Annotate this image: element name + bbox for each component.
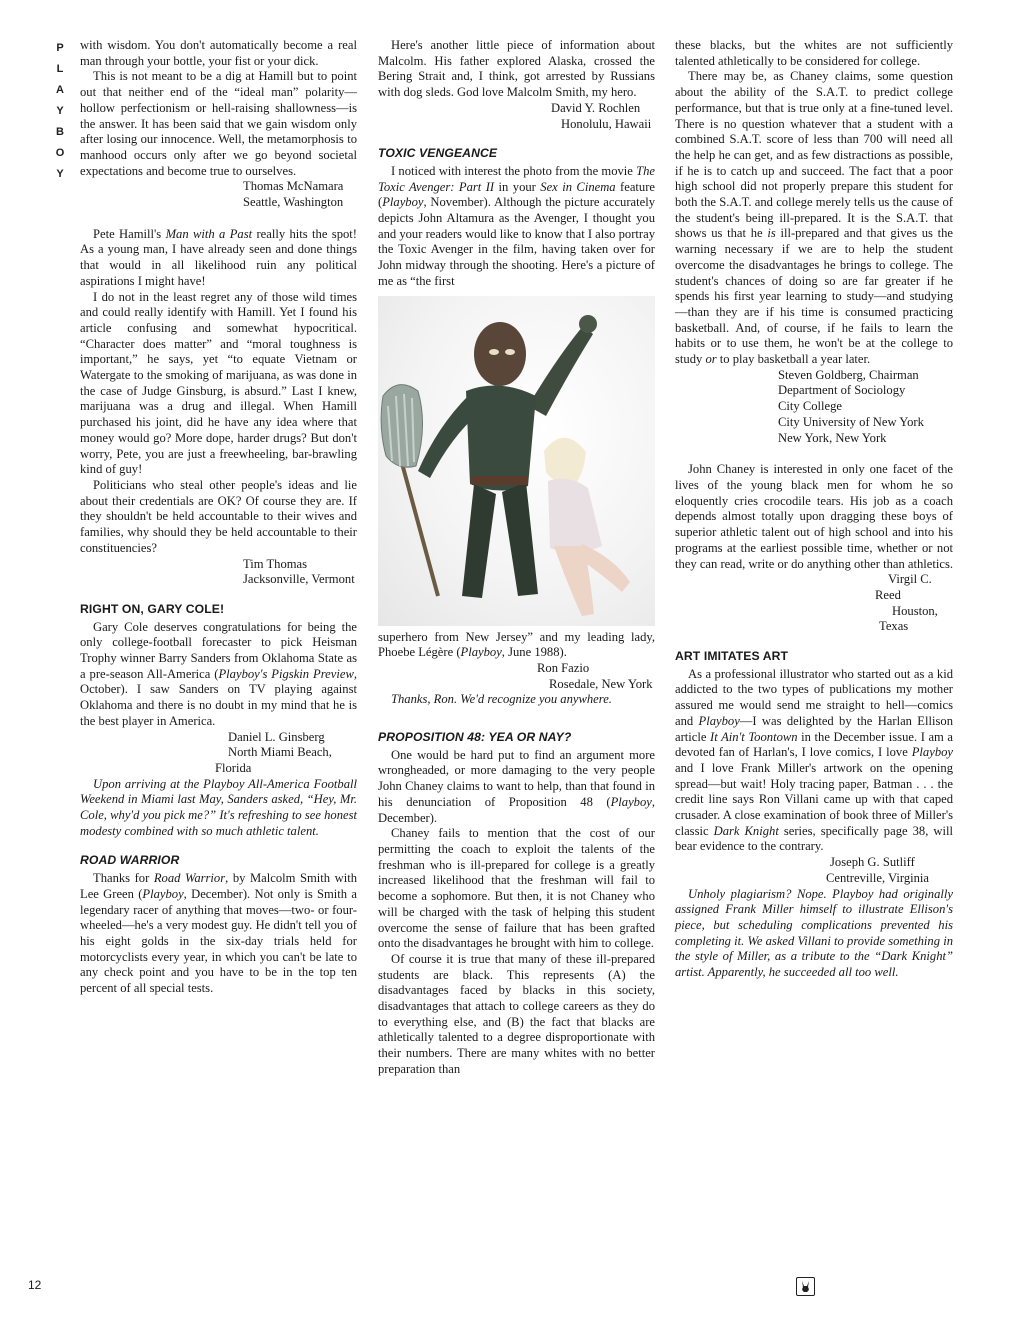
letter-paragraph: As a professional illustrator who started out as a kid addicted to the two types of publications my mother assured me would send me straight to hell—comics and Playboy—I was delighted by the Harlan Ellison article It Ain't Toontown in the December issue. I am a devoted fan of Harlan's, I love comics, I love Playboy and I love Frank Miller's artwork on the opening spread—but wait! Holy tracing paper, Batman . . . the credit line says Ron Villani came up with that caped crusader. A close examination of book three of Miller's classic Dark Knight series, specifically page 38, will bear evidence to the contrary. [675,666,954,854]
column-3 [675,38,953,981]
letter-paragraph: with wisdom. You don't automatically become a real man through your bottle, your fist or your dick. [80,38,357,68]
section-heading: PROPOSITION 48: YEA OR NAY? [378,730,572,745]
rabbit-head-end-mark-icon [796,1277,815,1296]
letter-paragraph: Gary Cole deserves congratulations for being the only college-football forecaster to pick Heisman Trophy winner Barry Sanders from Oklahoma State as a pre-season All-America (Playboy's Pigskin Preview, October). I saw Sanders on TV playing against Oklahoma and there is no doubt in my mind that he is the best player in America. [80,619,357,728]
signature-place: North Miami Beach, Florida [215,745,332,775]
signature-name: Joseph G. Sutliff [830,855,915,870]
letter-paragraph: One would be hard put to find an argument more wrongheaded, or more damaging to the very people John Chaney claims to want to help, than that found in his denunciation of Proposition 48 (Playboy, December). [378,747,655,825]
section-heading: RIGHT ON, GARY COLE! [80,601,225,616]
side-letter: P [56,42,64,54]
spacer [675,446,953,462]
signature-place: Rosedale, New York [549,676,653,691]
letter-paragraph: Chaney fails to mention that the cost of our permitting the coach to exploit the talents of the freshman who is ill-prepared for college is a greatly increased likelihood that the freshman will fail to become a sophomore. But then, it is not Chaney who will be charged with the task of helping this student overcome the sense of failure that has been grafted onto the disadvantages he brought with him to college. [378,826,655,951]
letter-paragraph: Politicians who steal other people's ideas and lie about their credentials are OK? Of course they are. If they shouldn't be held accountable to their wives and families, why should they be held accountable to their constituencies? [80,477,357,555]
signature-name: Tim Thomas [243,556,308,571]
signature-line: Department of Sociology [778,383,906,398]
letter-paragraph: This is not meant to be a dig at Hamill but to point out that neither end of the “ideal man” polarity—hollow perfectionism or hell-raising shallowness—is the answer. It has been said that we gain wisdom only after losing our innocence. Well, the metamorphosis to manhood occurs only after we go beyond societal expectations and become true to ourselves. [80,69,357,178]
section-heading: ROAD WARRIOR [80,853,180,868]
signature-name: Virgil C. Reed [875,572,932,602]
spacer [80,211,357,227]
letter-paragraph: superhero from New Jersey” and my leading lady, Phoebe Légère (Playboy, June 1988). [378,629,655,660]
letter-paragraph: Pete Hamill's Man with a Past really hits the spot! As a young man, I have already seen and done things that would in all likelihood ruin any political aspirations I might have! [80,226,357,288]
signature-name: David Y. Rochlen [551,100,641,115]
signature-line: Steven Goldberg, Chairman [778,367,919,382]
page-number: 12 [28,1278,42,1292]
signature-place: Honolulu, Hawaii [561,116,652,131]
signature-line: City University of New York [778,414,924,429]
side-label [53,38,67,185]
letter-paragraph: these blacks, but the whites are not sufficiently talented athletically to be considered for college. [675,38,953,68]
side-letter: A [56,84,64,96]
toxic-avenger-figure-illustration [378,296,655,626]
letter-paragraph: There may be, as Chaney claims, some question about the ability of the S.A.T. to predict college performance, but that is true only at a fine-tuned level. There is no question whatever that a student with a combined S.A.T. score of less than 700 will need all the help he can get, and as few distractions as possible, if he is to catch up and succeed. The fact that a poor high school did not properly prepare this student for both the S.A.T. and college merely tells us the cause of the student's being ill-prepared. It is the S.A.T. that shows us that he is ill-prepared and that gives us the warning necessary if we are to help the student overcome the disadvantages he brings to college. The student's chances of doing so are far greater if he spends his first year learning to study—and studying—than they are if his time is consumed practicing basketball. And, of course, if he fails to learn the habits or to use them, he won't be at the college to study or to play basketball a year later. [675,69,953,367]
column-1 [80,38,357,997]
signature-line: City College [778,399,843,414]
section-heading: ART IMITATES ART [675,649,789,664]
editor-reply: Unholy plagiarism? Nope. Playboy had originally assigned Frank Miller himself to illustrate Ellison's piece, but scheduling complications prevented his completing it. We asked Villani to provide something in the style of Miller, as a tribute to the “Dark Knight” artist. Apparently, he succeeded all too well. [675,886,953,980]
signature-line: New York, New York [778,430,887,445]
editor-reply: Upon arriving at the Playboy All-America Football Weekend in Miami last May, Sanders asked, “Hey, Mr. Cole, why'd you pick me?” It's refreshing to see honest modesty combined with so much athletic talent. [80,776,357,838]
signature-name: Thomas McNamara [243,179,344,194]
signature-name: Ron Fazio [537,660,590,675]
side-letter: O [55,147,65,159]
section-heading: TOXIC VENGEANCE [378,146,498,161]
signature-name: Daniel L. Ginsberg [228,729,325,744]
signature-place: Centreville, Virginia [826,870,930,885]
letter-paragraph: Of course it is true that many of these ill-prepared students are black. This represents (A) the disadvantages faced by blacks in this society, disadvantages that attach to college careers as they do to everything else, and (B) the fact that blacks are athletically talented to a degree disproportionate with their numbers. There are many whites with no better preparation than [378,951,655,1076]
signature-place: Houston, Texas [879,603,938,634]
editor-reply: Thanks, Ron. We'd recognize you anywhere. [391,692,612,707]
side-letter: Y [56,168,64,180]
movie-still-photo [378,296,655,626]
letter-paragraph: I do not in the least regret any of those wild times and could really identify with Hamill. Yet I found his article confusing and somewhat hypocritical. “Character does matter” and “moral toughness is important,” he says, yet “to equate Vietnam or Watergate to the smoking of marijuana, as was done in the case of Judge Ginsburg, is absurd.” Last I knew, marijuana was a drug and illegal. When Hamill purchased his joint, did he have any idea where that money would go? More dope, harder drugs? But don't worry, Pete, you are just a freewheeling, bar-brawling kind of guy! [80,289,357,477]
side-letter: L [56,63,64,75]
signature-place: Seattle, Washington [243,195,344,210]
signature-place: Jacksonville, Vermont [243,572,355,587]
column-2 [378,38,655,1078]
letter-paragraph: John Chaney is interested in only one facet of the lives of the young black men for whom he so eloquently cries crocodile tears. His job as a coach depends almost totally upon dragging these boys of superior athletic talent out of high school and into his programs at the earliest possible time, whether or not they can read, write or do anything other than athletics. [675,462,954,571]
letter-paragraph: Here's another little piece of information about Malcolm. His father explored Alaska, crossed the Bering Strait and, I think, got arrested by Russians with dog sleds. God love Malcolm Smith, my hero. [378,38,655,100]
side-letter: Y [56,105,64,117]
letter-paragraph: Thanks for Road Warrior, by Malcolm Smith with Lee Green (Playboy, December). Not only is Smith a legendary racer of anything that moves—two- or four-wheeled—he's a very modest guy. He didn't tell you of his eight golds in the six-day trials held for motorcyclists every year, in which you can't be late to any check point and you have to be in the top ten percent of all special tests. [80,871,357,996]
rabbit-icon [797,1278,814,1295]
side-letter: B [56,126,64,138]
letter-paragraph: I noticed with interest the photo from the movie The Toxic Avenger: Part II in your Sex in Cinema feature (Playboy, November). Although the picture accurately depicts John Altamura as the Avenger, I thought you and your readers would like to know that I also portray the Toxic Avenger in the film, having taken over for John midway through the shooting. Here's a picture of me as “the first [378,163,655,288]
